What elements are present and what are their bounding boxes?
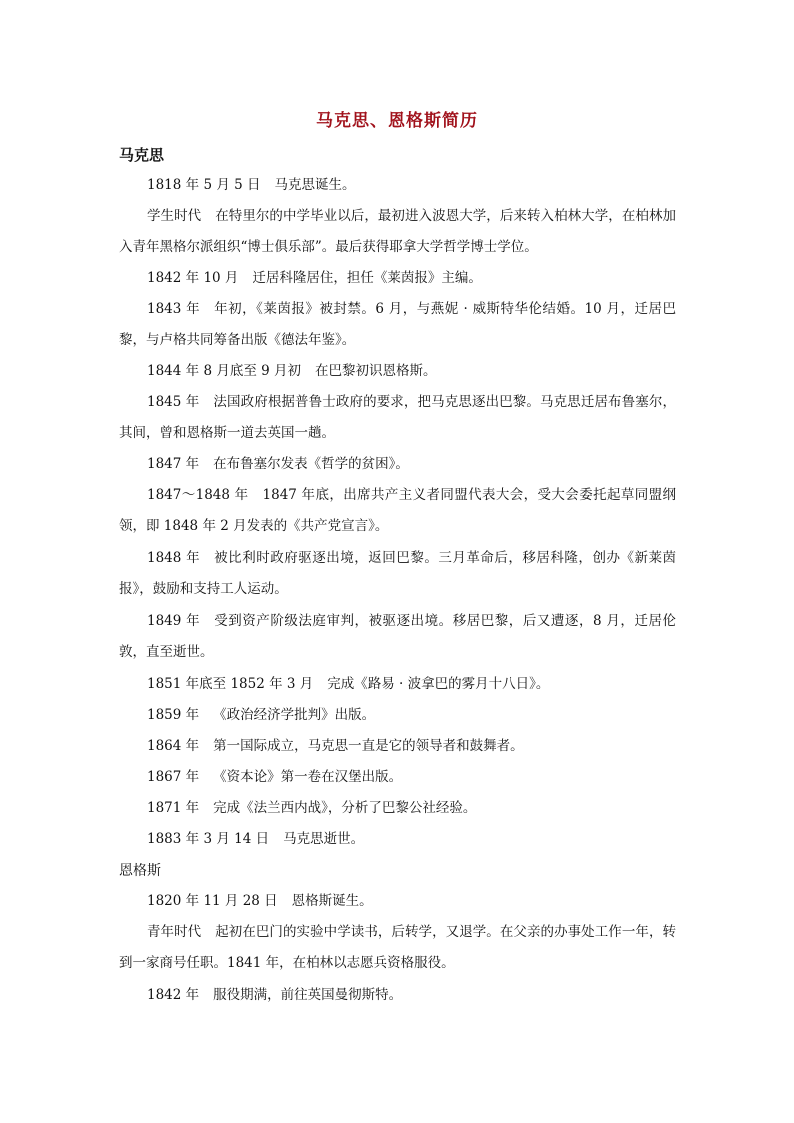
timeline-entry: [119, 294, 676, 356]
entry-date: 1859 年: [147, 707, 200, 723]
timeline-entry: [119, 606, 676, 668]
timeline-entry: [119, 201, 676, 263]
timeline-entry: [119, 917, 676, 979]
timeline-entry: [119, 700, 676, 731]
entry-text: 完成《法兰西内战》，分析了巴黎公社经验。: [213, 800, 477, 816]
document-title: 马克思、恩格斯简历: [316, 111, 478, 131]
timeline-entry: [119, 669, 676, 700]
timeline-entry: [119, 387, 676, 449]
entry-date: 1842 年: [147, 987, 200, 1003]
timeline-entry: [119, 731, 676, 762]
entry-date: 1820 年 11 月 28 日: [147, 893, 278, 909]
entry-text: 第一国际成立，马克思一直是它的领导者和鼓舞者。: [213, 738, 524, 754]
timeline-entry: [119, 543, 676, 605]
section-heading-marx: 马克思: [119, 146, 165, 164]
timeline-entry: [119, 824, 676, 855]
entry-date: 青年时代: [147, 924, 202, 940]
entry-date: 1849 年: [147, 613, 201, 629]
entry-text: 在特里尔的中学毕业以后，最初进入波恩大学，后来转入柏林大学，在柏林加入青年黑格尔派组织“博士俱乐部”。最后获得耶拿大学哲学博士学位。: [119, 208, 677, 255]
timeline-entry: [119, 480, 676, 542]
entry-date: 1847 年: [147, 456, 200, 472]
entry-text: 《政治经济学批判》出版。: [213, 707, 376, 723]
entry-text: 马克思诞生。: [274, 177, 356, 193]
entry-text: 在巴黎初识恩格斯。: [315, 363, 437, 379]
entry-text: 恩格斯诞生。: [291, 893, 373, 909]
timeline-entry: [119, 762, 676, 793]
entry-text: 在布鲁塞尔发表《哲学的贫困》。: [213, 456, 409, 472]
entry-text: 起初在巴门的实验中学读书，后转学，又退学。在父亲的办事处工作一年，转到一家商号任职。1841 年，在柏林以志愿兵资格服役。: [119, 924, 677, 971]
timeline-entry: [119, 980, 676, 1011]
entry-date: 1867 年: [147, 769, 200, 785]
entry-text: 法国政府根据普鲁士政府的要求，把马克思逐出巴黎。马克思迁居布鲁塞尔，其间，曾和恩格斯一道去英国一趟。: [119, 394, 676, 441]
entry-date: 1844 年 8 月底至 9 月初: [147, 363, 301, 379]
entry-date: 1842 年 10 月: [147, 270, 239, 286]
entry-date: 1883 年 3 月 14 日: [147, 831, 270, 847]
section-heading-engels: 恩格斯: [119, 863, 161, 879]
timeline-entry: [119, 356, 676, 387]
timeline-entry: [119, 886, 676, 917]
entry-date: 1845 年: [147, 394, 200, 410]
entry-date: 1848 年: [147, 550, 201, 566]
entry-text: 1847 年底，出席共产主义者同盟代表大会，受大会委托起草同盟纲领，即 1848 年 2 月发表的《共产党宣言》。: [119, 487, 676, 534]
entry-text: 受到资产阶级法庭审判，被驱逐出境。移居巴黎，后又遭逐，8 月，迁居伦敦，直至逝世。: [119, 613, 676, 660]
entry-text: 完成《路易 · 波拿巴的雾月十八日》。: [327, 676, 550, 692]
entry-date: 1851 年底至 1852 年 3 月: [147, 676, 314, 692]
entry-text: 迁居科隆居住，担任《莱茵报》主编。: [252, 270, 482, 286]
entry-text: 被比利时政府驱逐出境，返回巴黎。三月革命后，移居科隆，创办《新莱茵报》，鼓励和支持工人运动。: [119, 550, 676, 597]
entry-date: 1818 年 5 月 5 日: [147, 177, 261, 193]
entry-date: 1864 年: [147, 738, 200, 754]
timeline-entry: [119, 170, 676, 201]
entry-text: 服役期满，前往英国曼彻斯特。: [213, 987, 403, 1003]
entry-text: 《资本论》第一卷在汉堡出版。: [213, 769, 403, 785]
timeline-entry: [119, 263, 676, 294]
entry-text: 马克思逝世。: [283, 831, 365, 847]
entry-date: 1847～1848 年: [147, 487, 249, 503]
entry-text: 年初，《莱茵报》被封禁。6 月，与燕妮 · 威斯特华伦结婚。10 月，迁居巴黎，与卢格共同筹备出版《德法年鉴》。: [119, 301, 676, 348]
timeline-entry: [119, 449, 676, 480]
entry-date: 学生时代: [147, 208, 202, 224]
entry-date: 1871 年: [147, 800, 200, 816]
timeline-entry: [119, 793, 676, 824]
entry-date: 1843 年: [147, 301, 201, 317]
